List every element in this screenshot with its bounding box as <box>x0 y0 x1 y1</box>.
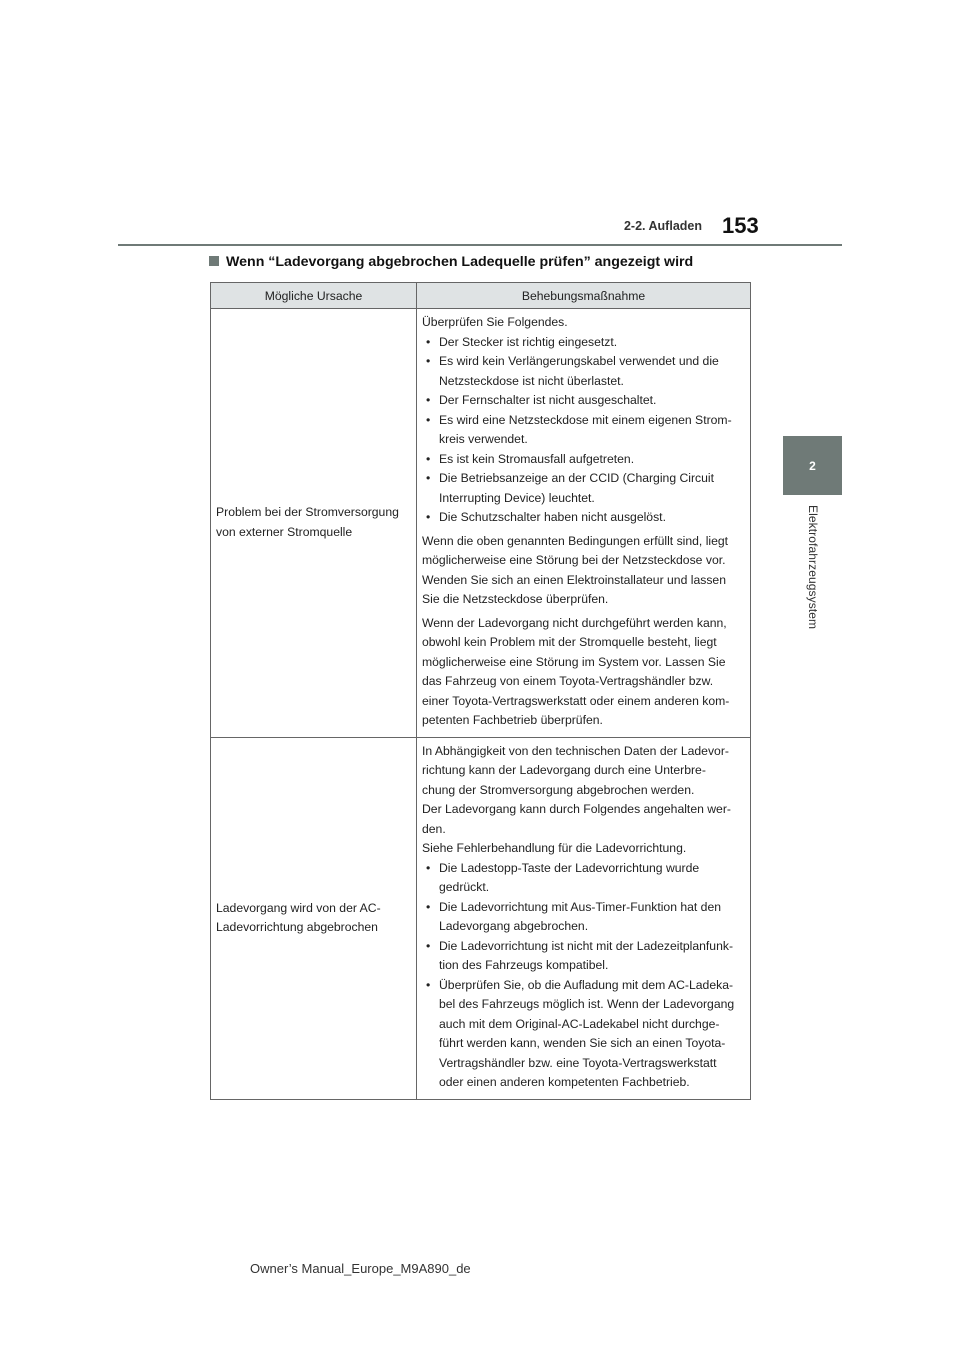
remedy-intro: In Abhängigkeit von den technischen Daten der Ladevor- richtung kann der Ladevorgang durch eine Unterbre- chung der Stromversorgung abgebrochen werden. <box>422 743 729 797</box>
remedy-bullet-list <box>422 859 748 1093</box>
list-item: • Überprüfen Sie, ob die Aufladung mit dem AC-Ladeka- bel des Fahrzeugs möglich ist. Wenn der Ladevorgang auch mit dem Original-AC-Ladekabel nicht durchge- führt werden kann, wenden Sie sich an einen Toyota- Vertragshändler bzw. eine Toyota-Vertragswerkstatt oder einen anderen kompetenten Fachbetrieb. <box>422 976 748 1093</box>
column-header-remedy: Behebungsmaßnahme <box>417 283 751 309</box>
cause-cell <box>211 309 417 738</box>
remedy-bullet-list <box>422 333 748 528</box>
remedy-intro: Siehe Fehlerbehandlung für die Ladevorrichtung. <box>422 841 687 855</box>
remedy-intro: Der Ladevorgang kann durch Folgendes angehalten wer- den. <box>422 802 731 836</box>
chapter-label: Elektrofahrzeugsystem <box>806 505 820 630</box>
remedy-cell <box>417 309 751 738</box>
cause-line: Ladevorrichtung abgebrochen <box>216 920 378 934</box>
list-item: • Es wird kein Verlängerungskabel verwendet und die Netzsteckdose ist nicht überlastet. <box>422 352 748 391</box>
remedy-cell <box>417 737 751 1099</box>
cause-line: Ladevorgang wird von der AC- <box>216 900 381 915</box>
page-number: 153 <box>722 213 759 238</box>
chapter-tab <box>783 436 842 495</box>
list-item: • Es wird eine Netzsteckdose mit einem eigenen Strom- kreis verwendet. <box>422 411 748 450</box>
list-item: • Die Ladevorrichtung ist nicht mit der Ladezeitplanfunk- tion des Fahrzeugs kompatibel. <box>422 937 748 976</box>
table-header-row <box>211 283 751 309</box>
troubleshooting-table <box>210 282 751 1100</box>
list-item: • Die Schutzschalter haben nicht ausgelöst. <box>422 508 748 528</box>
cause-line: Problem bei der Stromversorgung <box>216 505 399 520</box>
list-item: • Es ist kein Stromausfall aufgetreten. <box>422 450 748 470</box>
list-item: • Die Ladevorrichtung mit Aus-Timer-Funktion hat den Ladevorgang abgebrochen. <box>422 898 748 937</box>
chapter-number: 2 <box>809 458 816 473</box>
table-row <box>211 737 751 1099</box>
table-row <box>211 309 751 738</box>
remedy-paragraph: Wenn der Ladevorgang nicht durchgeführt werden kann, obwohl kein Problem mit der Stromquelle besteht, liegt möglicherweise eine Störung im System vor. Lassen Sie das Fahrzeug von einem Toyota-Vertragshändler bzw. einer Toyota-Vertragswerkstatt oder einem anderen kom- petenten Fachbetrieb überprüfen. <box>422 615 730 727</box>
header-divider <box>118 244 842 246</box>
footer-manual-id: Owner’s Manual_Europe_M9A890_de <box>250 1261 471 1276</box>
remedy-paragraph: Wenn die oben genannten Bedingungen erfüllt sind, liegt möglicherweise eine Störung bei der Netzsteckdose vor. Wenden Sie sich an einen Elektroinstallateur und lassen Sie die Netzsteckdose überprüfen. <box>422 533 729 606</box>
column-header-cause: Mögliche Ursache <box>211 283 417 309</box>
list-item: • Der Fernschalter ist nicht ausgeschaltet. <box>422 391 748 411</box>
section-heading <box>209 254 769 270</box>
running-header-section: 2-2. Aufladen <box>623 219 702 233</box>
list-item: • Die Betriebsanzeige an der CCID (Charging Circuit Interrupting Device) leuchtet. <box>422 469 748 508</box>
heading-square-icon <box>209 256 219 266</box>
cause-cell <box>211 737 417 1099</box>
cause-line: von externer Stromquelle <box>216 524 353 539</box>
list-item: • Die Ladestopp-Taste der Ladevorrichtung wurde gedrückt. <box>422 859 748 898</box>
list-item: • Der Stecker ist richtig eingesetzt. <box>422 333 748 353</box>
remedy-intro: Überprüfen Sie Folgendes. <box>422 315 568 329</box>
section-heading-text: Wenn “Ladevorgang abgebrochen Ladequelle prüfen” angezeigt wird <box>226 254 694 270</box>
